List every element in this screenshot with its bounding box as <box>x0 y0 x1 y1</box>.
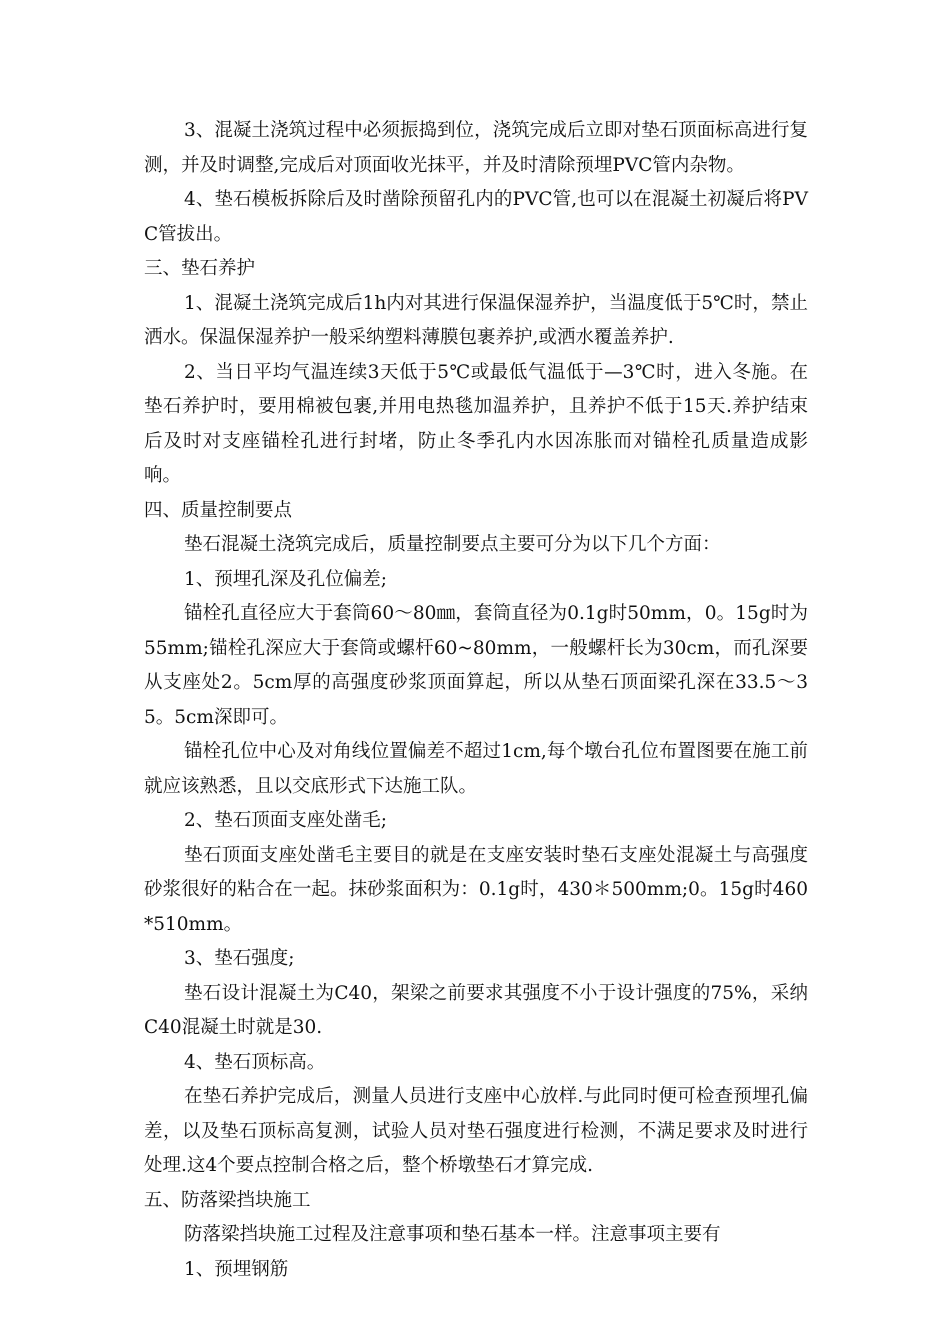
subheading-roughening: 2、垫石顶面支座处凿毛; <box>184 810 388 831</box>
paragraph-anchor-hole-position: 锚栓孔位中心及对角线位置偏差不超过1cm,每个墩台孔位布置图要在施工前就应该熟悉，且以交底形式下达施工队。 <box>144 741 808 797</box>
paragraph-top-elevation: 在垫石养护完成后，测量人员进行支座中心放样.与此同时便可检查预埋孔偏差，以及垫石顶标高复测，试验人员对垫石强度进行检测，不满足要求及时进行处理.这4个要点控制合格之后，整个桥墩垫石才算完成. <box>144 1086 808 1176</box>
paragraph-curing-1: 1、混凝土浇筑完成后1h内对其进行保温保湿养护，当温度低于5℃时，禁止洒水。保温保湿养护一般采纳塑料薄膜包裹养护,或洒水覆盖养护. <box>144 292 808 348</box>
paragraph-curing-2: 2、当日平均气温连续3天低于5℃或最低气温低于—3℃时，进入冬施。在垫石养护时，要用棉被包裹,并用电热毯加温养护，且养护不低于15天.养护结束后及时对支座锚栓孔进行封堵，防止冬季孔内水因冻胀而对锚栓孔质量造成影响。 <box>144 361 808 486</box>
paragraph-anti-fall-block: 防落梁挡块施工过程及注意事项和垫石基本一样。注意事项主要有 <box>184 1224 721 1245</box>
paragraph-quality-intro: 垫石混凝土浇筑完成后，质量控制要点主要可分为以下几个方面： <box>184 534 721 555</box>
document-body <box>144 114 808 1287</box>
paragraph-item-4: 4、垫石模板拆除后及时凿除预留孔内的PVC管,也可以在混凝土初凝后将PVC管拔出。 <box>144 189 808 245</box>
subheading-embedded-rebar: 1、预埋钢筋 <box>184 1258 289 1280</box>
paragraph-roughening: 垫石顶面支座处凿毛主要目的就是在支座安装时垫石支座处混凝土与高强度砂浆很好的粘合在一起。抹砂浆面积为：0.1g时，430＊500mm;0。15g时460*510mm。 <box>144 844 808 935</box>
section-heading-quality-control: 四、质量控制要点 <box>144 499 293 521</box>
subheading-top-elevation: 4、垫石顶标高。 <box>184 1051 326 1073</box>
paragraph-anchor-hole-diameter: 锚栓孔直径应大于套筒60～80㎜，套筒直径为0.1g时50mm，0。15g时为55mm;锚栓孔深应大于套筒或螺杆60~80mm，一般螺杆长为30cm，而孔深要从支座处2。5cm厚的高强度砂浆顶面算起，所以从垫石顶面梁孔深在33.5～35。5cm深即可。 <box>144 603 808 728</box>
subheading-embedded-holes: 1、预埋孔深及孔位偏差; <box>184 568 388 590</box>
section-heading-anti-fall-block: 五、防落梁挡块施工 <box>144 1189 311 1211</box>
section-heading-curing: 三、垫石养护 <box>144 258 256 279</box>
subheading-strength: 3、垫石强度; <box>184 948 295 969</box>
paragraph-item-3: 3、混凝土浇筑过程中必须振捣到位，浇筑完成后立即对垫石顶面标高进行复测，并及时调整,完成后对顶面收光抹平，并及时清除预埋PVC管内杂物。 <box>144 120 808 176</box>
paragraph-strength: 垫石设计混凝土为C40，架梁之前要求其强度不小于设计强度的75%，采纳C40混凝土时就是30. <box>144 982 808 1038</box>
